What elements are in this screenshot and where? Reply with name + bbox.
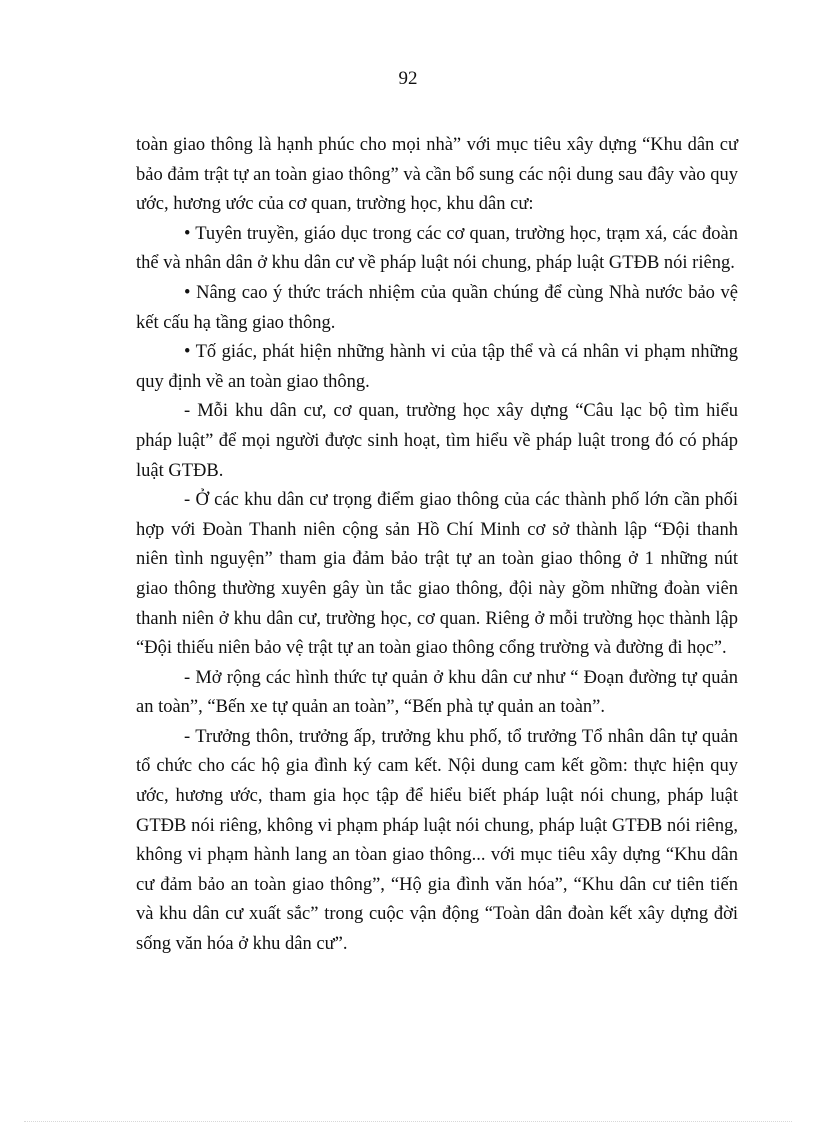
paragraph-6: - Ở các khu dân cư trọng điểm giao thông của các thành phố lớn cần phối hợp với Đoàn Thanh niên cộng sản Hồ Chí Minh cơ sở thành lập “Đội thanh niên tình nguyện” tham gia đảm bảo trật tự an toàn giao thông ở 1 những nút giao thông thường xuyên gây ùn tắc giao thông, đội này gồm những đoàn viên thanh niên ở khu dân cư, trường học, cơ quan. Riêng ở mỗi trường học thành lập “Đội thiếu niên bảo vệ trật tự an toàn giao thông cổng trường và đường đi học”.	[136, 490, 738, 659]
paragraph-8: - Trưởng thôn, trưởng ấp, trưởng khu phố, tổ trưởng Tổ nhân dân tự quản tổ chức cho các hộ gia đình ký cam kết. Nội dung cam kết gồm: thực hiện quy ước, hương ước, tham gia học tập để hiểu biết pháp luật nói chung, pháp luật GTĐB nói riêng, không vi phạm pháp luật nói chung, pháp luật GTĐB nói riêng, không vi phạm hành lang an tòan giao thông... với mục tiêu xây dựng “Khu dân cư đảm bảo an toàn giao thông”, “Hộ gia đình văn hóa”, “Khu dân cư tiên tiến và khu dân cư xuất sắc” trong cuộc vận động “Toàn dân đoàn kết xây dựng đời sống văn hóa ở khu dân cư”.	[136, 726, 738, 955]
paragraph-2: • Tuyên truyền, giáo dục trong các cơ quan, trường học, trạm xá, các đoàn thể và nhân dân ở khu dân cư về pháp luật nói chung, pháp luật GTĐB nói riêng.	[136, 223, 738, 274]
document-body	[136, 131, 738, 960]
page-bottom-divider	[24, 1121, 792, 1122]
paragraph-3: • Nâng cao ý thức trách nhiệm của quần chúng để cùng Nhà nước bảo vệ kết cấu hạ tầng giao thông.	[136, 282, 738, 333]
paragraph-7: - Mở rộng các hình thức tự quản ở khu dân cư như “ Đoạn đường tự quản an toàn”, “Bến xe tự quản an toàn”, “Bến phà tự quản an toàn”.	[136, 667, 738, 718]
page-number: 92	[398, 68, 418, 89]
paragraph-1: toàn giao thông là hạnh phúc cho mọi nhà” với mục tiêu xây dựng “Khu dân cư bảo đảm trật tự an toàn giao thông” và cần bổ sung các nội dung sau đây vào quy ước, hương ước của cơ quan, trường học, khu dân cư:	[136, 135, 738, 215]
paragraph-4: • Tố giác, phát hiện những hành vi của tập thể và cá nhân vi phạm những quy định về an toàn giao thông.	[136, 342, 738, 392]
paragraph-5: - Mỗi khu dân cư, cơ quan, trường học xây dựng “Câu lạc bộ tìm hiểu pháp luật” để mọi người được sinh hoạt, tìm hiểu về pháp luật trong đó có pháp luật GTĐB.	[136, 401, 738, 481]
